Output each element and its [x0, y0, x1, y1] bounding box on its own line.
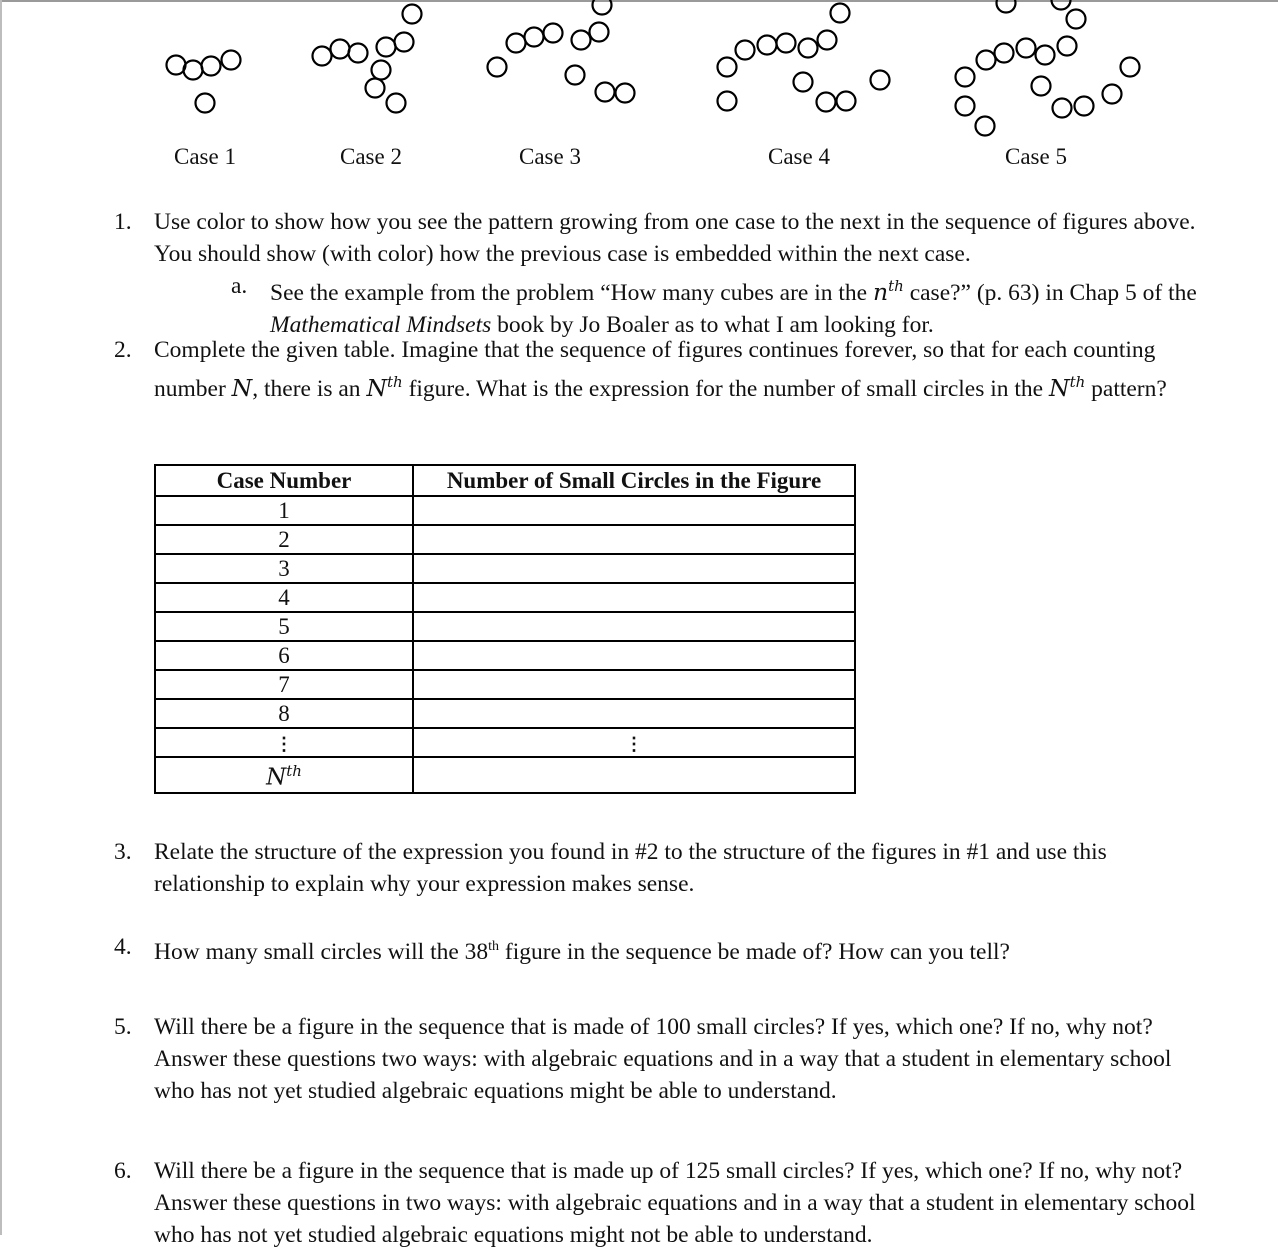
- question-text: [154, 334, 1229, 405]
- vertical-ellipsis: ⋮: [625, 734, 643, 754]
- case-number-cell: 3: [155, 554, 413, 583]
- case-5-circles: [956, 0, 1140, 136]
- question-text: [154, 931, 1234, 968]
- math-N: N: [231, 373, 253, 402]
- answer-cell[interactable]: [413, 699, 855, 728]
- book-title: Mathematical Mindsets: [270, 311, 492, 338]
- answer-cell[interactable]: [413, 496, 855, 525]
- question-number: 4.: [114, 934, 132, 960]
- case-number-cell: 7: [155, 670, 413, 699]
- case-4-circles: [718, 4, 890, 112]
- table-row: [155, 583, 855, 612]
- answer-cell[interactable]: [413, 554, 855, 583]
- math-superscript: th: [888, 277, 904, 295]
- question-text: Relate the structure of the expression you found in #2 to the structure of the figures in #1 and use this relationship to explain why your expression makes sense.: [154, 839, 1107, 897]
- table-row: [155, 554, 855, 583]
- question-text: Will there be a figure in the sequence that is made of 100 small circles? If yes, which one? If no, why not? Answer these questions two ways: with algebraic equations and in a way that a student in elementary school who has not yet studied algebraic equations might be able to understand.: [154, 1014, 1172, 1104]
- case-number-cell: 2: [155, 525, 413, 554]
- nth-case-cell: [155, 757, 413, 793]
- page-left-edge: [0, 0, 2, 1235]
- table-row: [155, 612, 855, 641]
- ellipsis-cell: [155, 728, 413, 757]
- math-N: N: [1049, 373, 1070, 402]
- answer-cell[interactable]: [413, 583, 855, 612]
- question-text: Will there be a figure in the sequence that is made up of 125 small circles? If yes, which one? If no, why not? Answer these questions in two ways: with algebraic equations and in a way that a student in elementary school who has not yet studied algebraic equations might not be able to understand.: [154, 1158, 1196, 1248]
- answer-cell[interactable]: [413, 612, 855, 641]
- case-3-circles: [488, 0, 635, 103]
- circle-count-table: [154, 464, 856, 794]
- math-superscript: th: [1069, 373, 1086, 391]
- header-case-number: Case Number: [155, 465, 413, 496]
- question-number: 6.: [114, 1158, 132, 1184]
- ordinal-suffix: th: [488, 939, 500, 954]
- table-row: [155, 699, 855, 728]
- case-label-5: Case 5: [1005, 144, 1067, 169]
- math-n: n: [872, 277, 889, 306]
- question-number: 5.: [114, 1014, 132, 1040]
- vertical-ellipsis: ⋮: [275, 734, 293, 754]
- text-fragment: , there is an: [252, 375, 367, 402]
- case-number-cell: 8: [155, 699, 413, 728]
- question-number: 1.: [114, 209, 132, 235]
- subquestion-text: [270, 270, 1250, 341]
- text-fragment: case?” (p. 63) in Chap 5 of the: [903, 279, 1197, 306]
- table-ellipsis-row: [155, 728, 855, 757]
- table-nth-row: [155, 757, 855, 793]
- case-2-circles: [313, 5, 422, 113]
- header-circle-count: Number of Small Circles in the Figure: [413, 465, 855, 496]
- table-row: [155, 496, 855, 525]
- table-header-row: [155, 465, 855, 496]
- text-fragment: How many small circles will the 38: [154, 938, 489, 965]
- text-fragment: figure in the sequence be made of? How can you tell?: [499, 938, 1010, 965]
- question-text: Use color to show how you see the pattern growing from one case to the next in the sequence of figures above. You should show (with color) how the previous case is embedded within the next case.: [154, 209, 1196, 267]
- circle-pattern-figure: [0, 0, 1278, 145]
- case-number-cell: 5: [155, 612, 413, 641]
- text-fragment: Complete the given table. Imagine that the sequence of figures continues forever, so that for each counting number: [154, 337, 1156, 402]
- text-fragment: book by Jo Boaler as to what I am looking for.: [491, 311, 934, 338]
- case-number-cell: 1: [155, 496, 413, 525]
- case-label-2: Case 2: [340, 144, 402, 169]
- question-number: 3.: [114, 839, 132, 865]
- table-row: [155, 670, 855, 699]
- answer-cell[interactable]: [413, 641, 855, 670]
- subquestion-letter: a.: [231, 273, 248, 299]
- math-superscript: th: [286, 762, 302, 780]
- case-label-3: Case 3: [519, 144, 581, 169]
- math-N: N: [366, 373, 387, 402]
- text-fragment: See the example from the problem “How many cubes are in the: [270, 279, 873, 306]
- case-number-cell: 4: [155, 583, 413, 612]
- case-number-cell: 6: [155, 641, 413, 670]
- math-N: N: [266, 764, 287, 791]
- answer-cell[interactable]: [413, 525, 855, 554]
- case-1-circles: [167, 51, 241, 113]
- case-label-1: Case 1: [174, 144, 236, 169]
- text-fragment: pattern?: [1085, 375, 1167, 402]
- question-number: 2.: [114, 337, 132, 363]
- answer-cell[interactable]: [413, 757, 855, 793]
- table-row: [155, 641, 855, 670]
- table-row: [155, 525, 855, 554]
- ellipsis-cell: [413, 728, 855, 757]
- case-label-4: Case 4: [768, 144, 830, 169]
- text-fragment: figure. What is the expression for the number of small circles in the: [402, 375, 1049, 402]
- math-superscript: th: [387, 373, 403, 391]
- answer-cell[interactable]: [413, 670, 855, 699]
